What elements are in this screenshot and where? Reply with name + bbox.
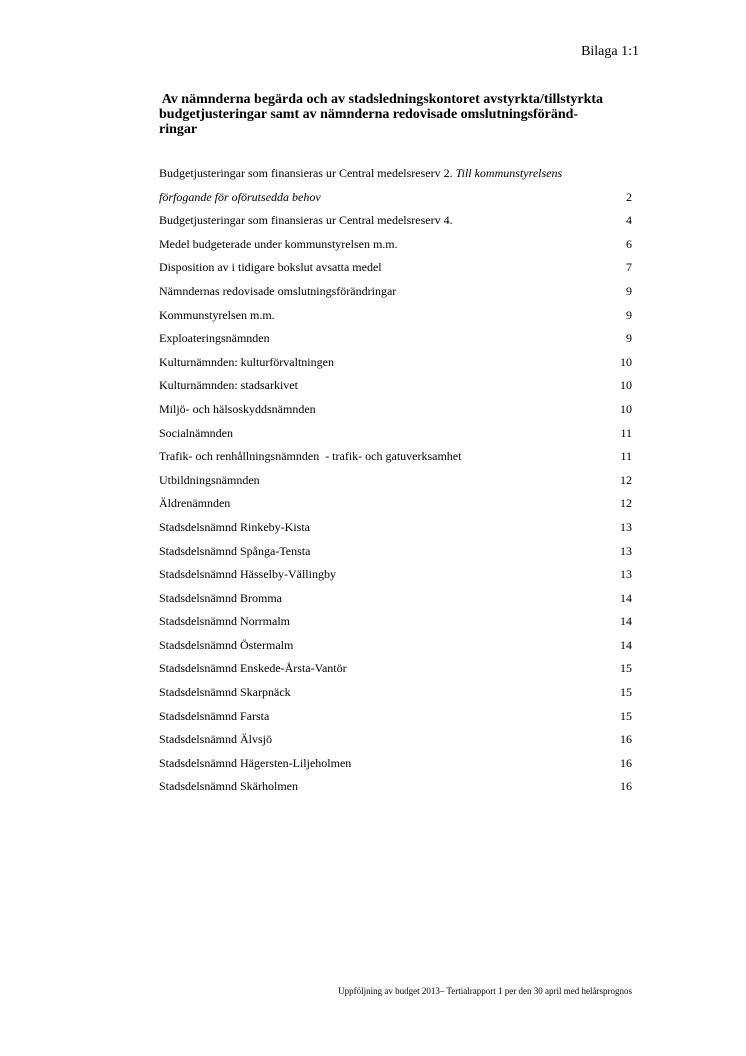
toc-entry-label: Trafik- och renhållningsnämnden - trafik- och gatuverksamhet [159,449,462,464]
toc-entry-label: Stadsdelsnämnd Skärholmen [159,779,298,794]
toc-entry-first-line [159,162,632,186]
toc-entry-page: 6 [626,236,632,251]
toc-entry [159,657,632,681]
toc-entry-page: 16 [620,732,632,747]
heading-line-1: Av nämnderna begärda och av stadsledningskontoret avstyrkta/tillstyrkta [159,92,604,107]
toc-entry [159,492,632,516]
toc-entry [159,374,632,398]
toc-entry-label: Kulturnämnden: stadsarkivet [159,378,298,393]
toc-entry-label: Utbildningsnämnden [159,472,260,487]
toc-entry-page: 9 [626,283,632,298]
toc-entry [159,445,632,469]
toc-entry-label: Medel budgeterade under kommunstyrelsen m.m. [159,236,398,251]
toc-entry-label: Stadsdelsnämnd Spånga-Tensta [159,543,311,558]
toc-entry [159,540,632,564]
toc-entry-page: 4 [626,213,632,228]
toc-entry [159,304,632,328]
toc-entry-page: 9 [626,331,632,346]
toc-entry-label: Stadsdelsnämnd Rinkeby-Kista [159,519,310,534]
toc-entry-page: 12 [620,472,632,487]
toc-entry-label: Stadsdelsnämnd Hägersten-Liljeholmen [159,755,352,770]
toc-entry-label: Budgetjusteringar som finansieras ur Central medelsreserv 4. [159,213,453,228]
toc-entry [159,327,632,351]
toc-entry-first-italic-2: förfogande för oförutsedda behov [159,189,321,204]
toc-entry [159,563,632,587]
toc-entry-label: Stadsdelsnämnd Enskede-Årsta-Vantör [159,661,347,676]
toc-entry-label: Stadsdelsnämnd Älvsjö [159,732,272,747]
toc-entry-label: Stadsdelsnämnd Farsta [159,708,270,723]
toc-entry-label: Kommunstyrelsen m.m. [159,307,275,322]
toc-entry [159,705,632,729]
heading-line-3: ringar [159,122,198,137]
toc-entry-page: 15 [620,661,632,676]
toc-entry-label: Exploateringsnämnden [159,331,270,346]
toc-entry [159,233,632,257]
toc-entry [159,752,632,776]
toc-entry-page: 11 [620,425,632,440]
toc-entry-page: 15 [620,708,632,723]
toc-entry-page: 13 [620,567,632,582]
toc-entry [159,209,632,233]
toc-entry-label: Disposition av i tidigare bokslut avsatta medel [159,260,382,275]
toc-entry-page: 16 [620,779,632,794]
toc-entry-label: Kulturnämnden: kulturförvaltningen [159,354,334,369]
toc-entry-label: Stadsdelsnämnd Bromma [159,590,282,605]
toc-entry [159,351,632,375]
attachment-label: Bilaga 1:1 [581,44,639,59]
toc-entry [159,256,632,280]
toc-entry [159,398,632,422]
toc-entry [159,634,632,658]
toc-list [159,209,632,799]
toc-entry-label: Stadsdelsnämnd Östermalm [159,637,294,652]
toc-entry-label: Äldrenämnden [159,496,231,511]
toc-entry-page: 12 [620,496,632,511]
toc-entry-label: Stadsdelsnämnd Norrmalm [159,614,290,629]
toc-entry-page: 10 [620,354,632,369]
toc-entry-page: 14 [620,614,632,629]
document-heading [159,92,649,137]
toc-entry [159,587,632,611]
page-footer: Uppföljning av budget 2013– Tertialrapport 1 per den 30 april med helårsprognos [338,986,632,996]
toc-entry-label: Miljö- och hälsoskyddsnämnden [159,401,316,416]
toc-entry [159,681,632,705]
toc-entry-label: Nämndernas redovisade omslutningsförändringar [159,283,397,298]
table-of-contents [159,162,632,799]
toc-entry-page: 13 [620,543,632,558]
toc-entry-page: 9 [626,307,632,322]
toc-entry-first-text: Budgetjusteringar som finansieras ur Central medelsreserv 2. [159,166,456,180]
toc-entry-page: 13 [620,519,632,534]
toc-entry-label: Stadsdelsnämnd Skarpnäck [159,685,291,700]
toc-entry [159,280,632,304]
toc-entry-first-continuation [159,186,632,210]
toc-entry-page: 11 [620,449,632,464]
toc-entry [159,516,632,540]
toc-entry-page: 2 [626,189,632,204]
toc-entry-page: 14 [620,637,632,652]
toc-entry-page: 14 [620,590,632,605]
toc-entry-page: 10 [620,378,632,393]
toc-entry [159,775,632,799]
toc-entry-page: 7 [626,260,632,275]
heading-line-2: budgetjusteringar samt av nämnderna redovisade omslutningsföränd- [159,107,579,122]
toc-entry-first-italic-1: Till kommunstyrelsens [455,166,563,180]
toc-entry-page: 10 [620,401,632,416]
toc-entry [159,469,632,493]
toc-entry [159,610,632,634]
toc-entry-label: Stadsdelsnämnd Hässelby-Vällingby [159,567,336,582]
toc-entry-label: Socialnämnden [159,425,233,440]
toc-entry [159,422,632,446]
toc-entry-page: 16 [620,755,632,770]
toc-entry-page: 15 [620,685,632,700]
toc-entry [159,728,632,752]
